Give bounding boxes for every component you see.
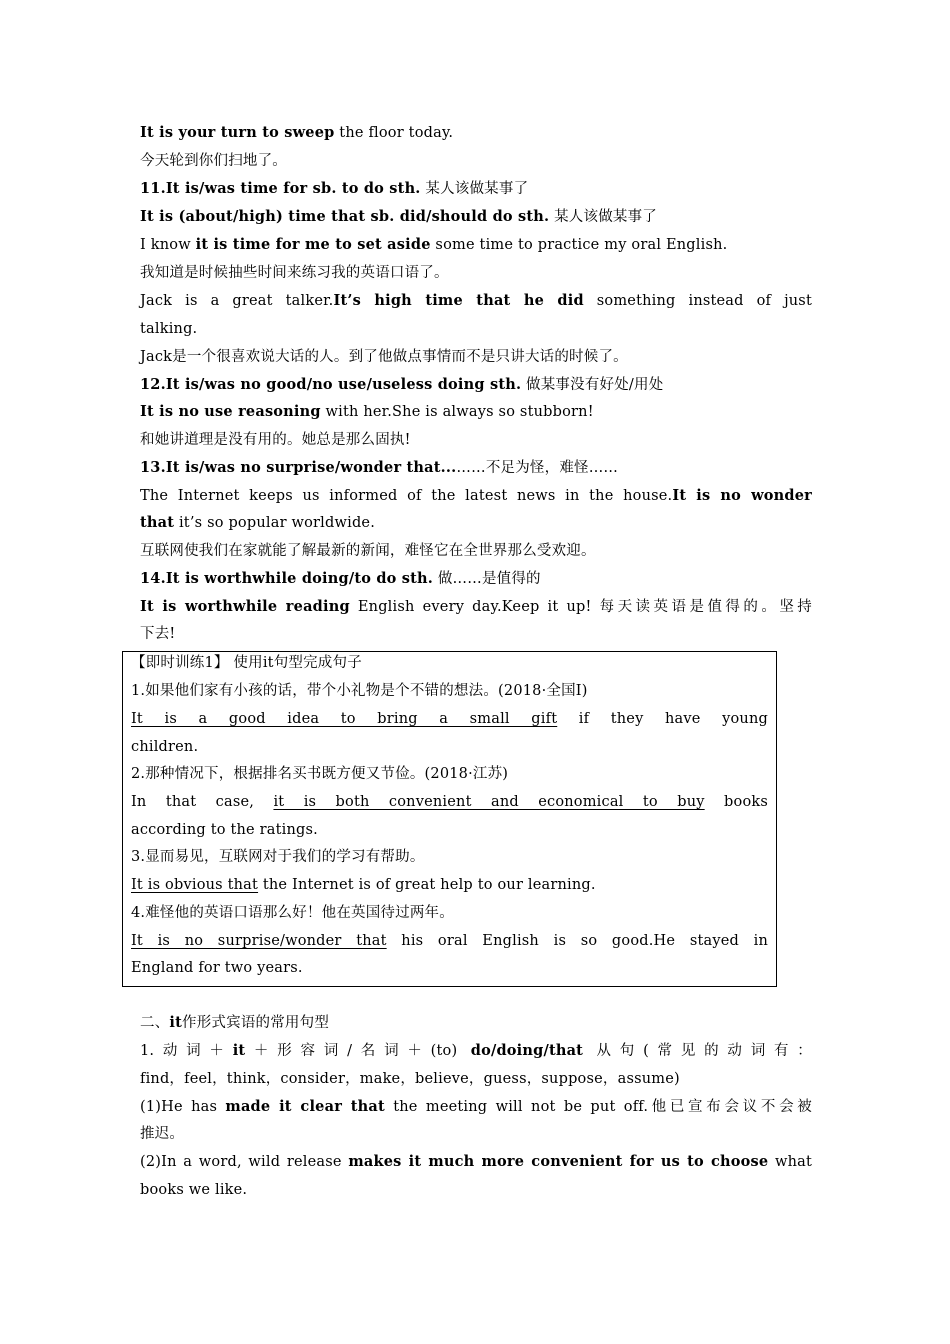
example-sentence: I know it is time for me to set aside some time to practice my oral English.: [140, 236, 728, 253]
example-sentence-cont: talking.: [140, 321, 198, 337]
practice-answer-2: In that case, it is both convenient and economical to buy books: [131, 794, 769, 810]
practice-answer-4: It is no surprise/wonder that his oral English is so good.He stayed in: [131, 933, 769, 949]
example-sentence-cont: books we like.: [140, 1182, 248, 1198]
practice-answer-1: It is a good idea to bring a small gift if they have young: [131, 711, 768, 727]
example-sentence: The Internet keeps us informed of the latest news in the house.It is no wonder: [140, 487, 812, 504]
translation: 我知道是时候抽些时间来练习我的英语口语了。: [140, 265, 449, 281]
answer-underline: It is a good idea to bring a small gift: [131, 711, 558, 727]
practice-question-1: 1.如果他们家有小孩的话，带个小礼物是个不错的想法。(2018·全国Ⅰ): [131, 683, 588, 699]
practice-answer-4-cont: England for two years.: [131, 960, 303, 976]
pattern-heading: 1.动词＋it＋形容词/名词＋(to) do/doing/that 从句(常见的动词有：: [140, 1042, 813, 1059]
pattern-heading: 14.It is worthwhile doing/to do sth. 做……是值得的: [140, 570, 541, 587]
translation: 今天轮到你们扫地了。: [140, 153, 287, 169]
example-sentence: (1)He has made it clear that the meeting will not be put off.他已宣布会议不会被: [140, 1098, 812, 1115]
pattern-heading: It is (about/high) time that sb. did/should do sth. 某人该做某事了: [140, 208, 658, 225]
example-sentence: It is no use reasoning with her.She is always so stubborn!: [140, 403, 594, 420]
example-sentence: It is worthwhile reading English every day.Keep it up! 每天读英语是值得的。坚持: [140, 598, 812, 615]
pattern-heading: 12.It is/was no good/no use/useless doing sth. 做某事没有好处/用处: [140, 376, 664, 393]
example-sentence: Jack is a great talker.It’s high time that he did something instead of just: [140, 292, 812, 309]
practice-question-4: 4.难怪他的英语口语那么好！他在英国待过两年。: [131, 905, 454, 921]
translation: 互联网使我们在家就能了解最新的新闻，难怪它在全世界那么受欢迎。: [140, 543, 596, 559]
translation-cont: 推迟。: [140, 1126, 185, 1142]
example-sentence-cont: that it’s so popular worldwide.: [140, 514, 376, 531]
answer-underline: It is obvious that: [131, 877, 259, 893]
practice-answer-3: It is obvious that the Internet is of great help to our learning.: [131, 877, 596, 893]
practice-title: 【即时训练1】 使用it句型完成句子: [131, 655, 362, 671]
section-heading: 二、it作形式宾语的常用句型: [140, 1014, 330, 1031]
practice-answer-1-cont: children.: [131, 739, 199, 755]
bold-phrase: It is your turn to sweep: [140, 124, 335, 141]
translation: Jack是一个很喜欢说大话的人。到了他做点事情而不是只讲大话的时候了。: [140, 349, 628, 365]
pattern-heading: 13.It is/was no surprise/wonder that...……不足为怪，难怪……: [140, 459, 619, 476]
example-sentence: (2)In a word, wild release makes it much more convenient for us to choose what: [140, 1153, 812, 1170]
practice-question-2: 2.那种情况下，根据排名买书既方便又节俭。(2018·江苏): [131, 766, 509, 782]
practice-answer-2-cont: according to the ratings.: [131, 822, 318, 838]
answer-underline: it is both convenient and economical to buy: [273, 794, 705, 810]
verb-list: find，feel，think，consider，make，believe，guess，suppose，assume): [140, 1071, 680, 1087]
translation-cont: 下去!: [140, 626, 176, 642]
answer-underline: It is no surprise/wonder that: [131, 933, 387, 949]
example-sentence: It is your turn to sweep the floor today.: [140, 124, 454, 141]
practice-question-3: 3.显而易见，互联网对于我们的学习有帮助。: [131, 849, 425, 865]
translation: 和她讲道理是没有用的。她总是那么固执!: [140, 432, 411, 448]
practice-box: [122, 651, 777, 987]
pattern-heading: 11.It is/was time for sb. to do sth. 某人该做某事了: [140, 180, 529, 197]
